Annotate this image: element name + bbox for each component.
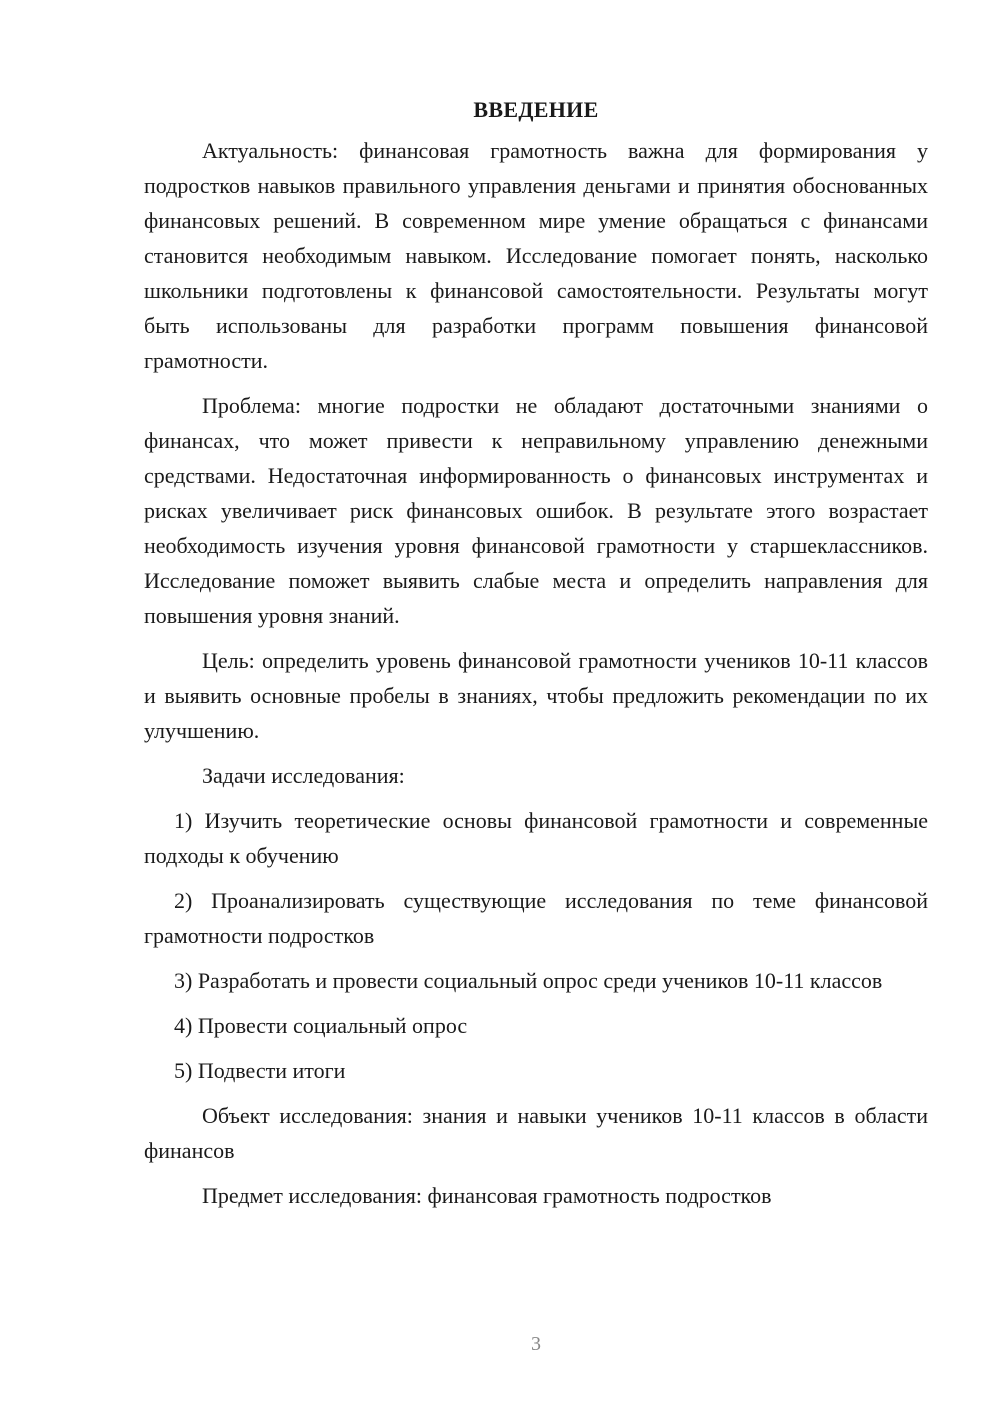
tasks-title: Задачи исследования: — [202, 763, 405, 788]
object-paragraph: Объект исследования: знания и навыки учеников 10-11 классов в области финансов — [144, 1103, 928, 1163]
task-item: 5) Подвести итоги — [174, 1058, 346, 1083]
document-page — [144, 94, 928, 1223]
relevance-paragraph: Актуальность: финансовая грамотность важна для формирования у подростков навыков правильного управления деньгами и принятия обоснованных финансовых решений. В современном мире умение обращаться с финансами становится необходимым навыком. Исследование помогает понять, насколько школьники подготовлены к финансовой самостоятельности. Результаты могут быть использованы для разработки программ повышения финансовой грамотности. — [144, 138, 928, 373]
section-heading: ВВЕДЕНИЕ — [473, 97, 599, 122]
task-item: 2) Проанализировать существующие исследования по теме финансовой грамотности подростков — [144, 888, 928, 948]
task-item: 4) Провести социальный опрос — [174, 1013, 468, 1038]
task-item: 1) Изучить теоретические основы финансовой грамотности и современные подходы к обучению — [144, 808, 928, 868]
goal-paragraph: Цель: определить уровень финансовой грамотности учеников 10-11 классов и выявить основные пробелы в знаниях, чтобы предложить рекомендации по их улучшению. — [144, 648, 928, 743]
subject-paragraph: Предмет исследования: финансовая грамотность подростков — [202, 1183, 772, 1208]
task-item: 3) Разработать и провести социальный опрос среди учеников 10-11 классов — [174, 968, 883, 993]
problem-paragraph: Проблема: многие подростки не обладают достаточными знаниями о финансах, что может привести к неправильному управлению денежными средствами. Недостаточная информированность о финансовых инструментах и рисках увеличивает риск финансовых ошибок. В результате этого возрастает необходимость изучения уровня финансовой грамотности у старшеклассников. Исследование поможет выявить слабые места и определить направления для повышения уровня знаний. — [144, 393, 928, 628]
page-number: 3 — [531, 1333, 541, 1355]
